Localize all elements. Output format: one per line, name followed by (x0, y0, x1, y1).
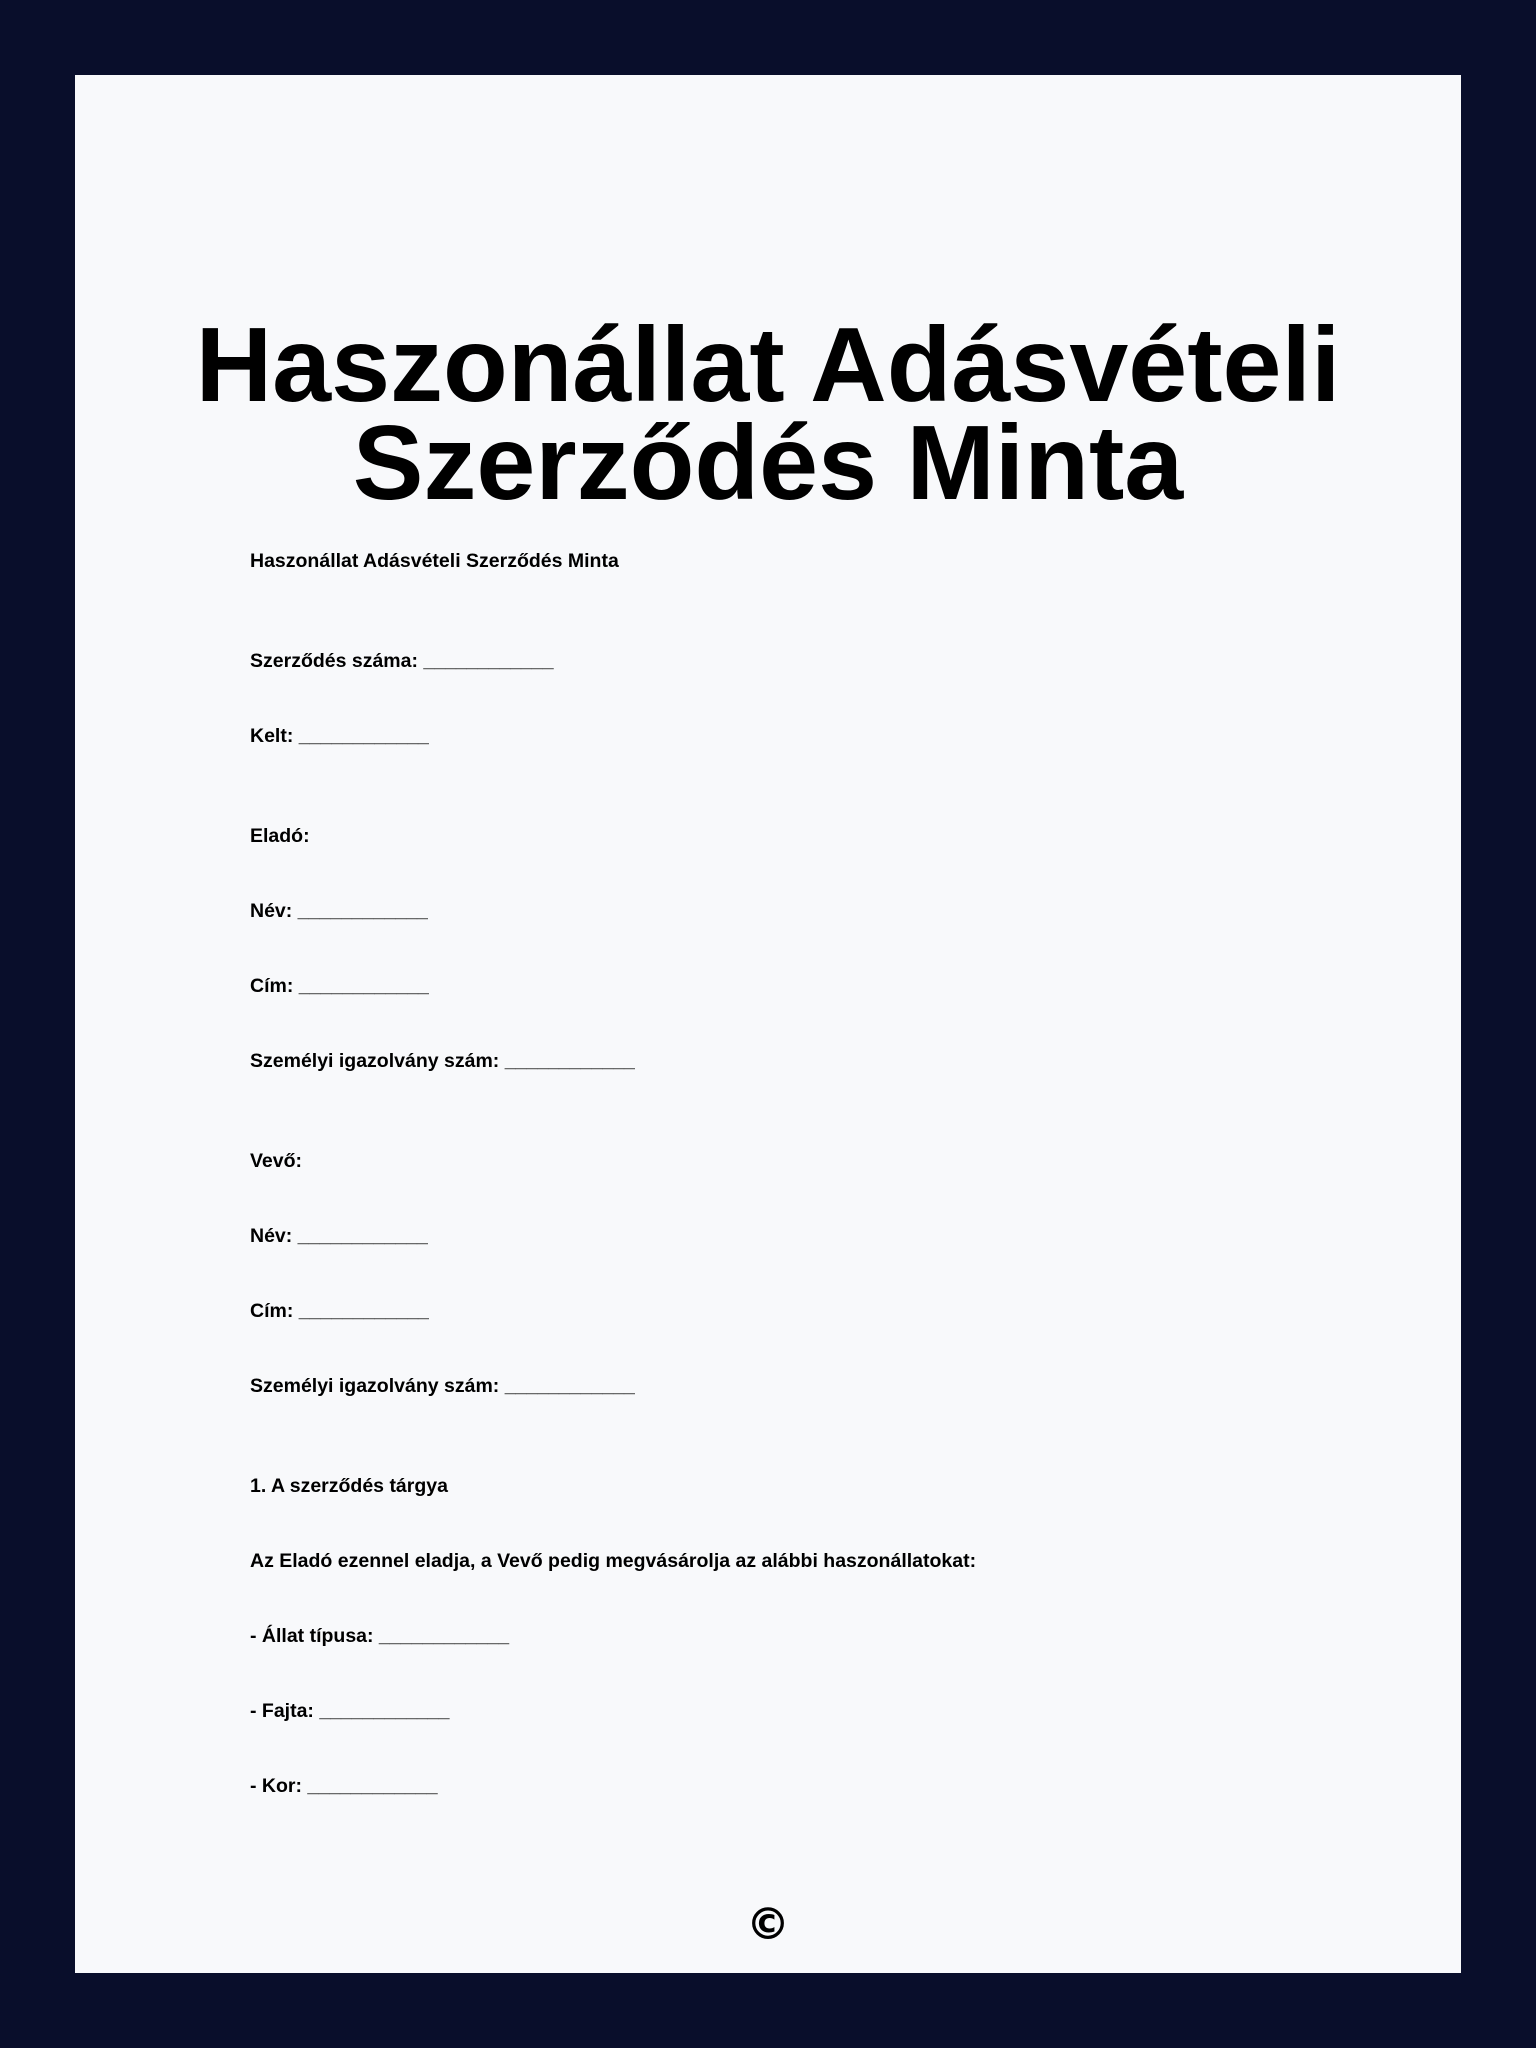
copyright-icon: © (746, 1899, 790, 1950)
date-field: Kelt: ____________ (250, 725, 429, 747)
age-field: - Kor: ____________ (250, 1775, 438, 1797)
seller-address-field: Cím: ____________ (250, 975, 429, 997)
document-title (75, 306, 1461, 522)
animal-type-field: - Állat típusa: ____________ (250, 1625, 510, 1647)
buyer-name-field: Név: ____________ (250, 1225, 428, 1247)
document-page (75, 75, 1461, 1973)
document-subtitle: Haszonállat Adásvételi Szerződés Minta (250, 550, 619, 572)
breed-field: - Fajta: ____________ (250, 1700, 450, 1722)
title-line-1: Haszonállat Adásvételi (195, 306, 1341, 424)
seller-name-field: Név: ____________ (250, 900, 428, 922)
seller-heading: Eladó: (250, 825, 310, 847)
section-paragraph: Az Eladó ezennel eladja, a Vevő pedig megvásárolja az alábbi haszonállatokat: (250, 1550, 977, 1572)
section-heading: 1. A szerződés tárgya (250, 1475, 448, 1497)
title-line-2: Szerződés Minta (352, 404, 1184, 522)
buyer-address-field: Cím: ____________ (250, 1300, 429, 1322)
seller-id-field: Személyi igazolvány szám: ____________ (250, 1050, 635, 1072)
buyer-heading: Vevő: (250, 1150, 303, 1172)
buyer-id-field: Személyi igazolvány szám: ____________ (250, 1375, 635, 1397)
contract-number-field: Szerződés száma: ____________ (250, 650, 554, 672)
